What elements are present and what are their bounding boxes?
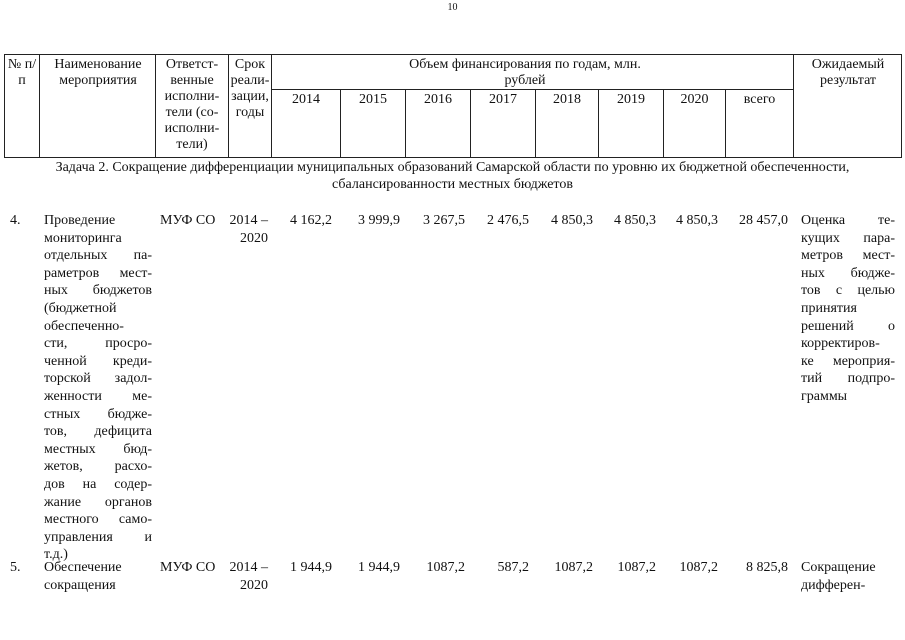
row-name: Обеспечение сокращения: [44, 560, 122, 593]
row-value: 1087,2: [426, 560, 465, 575]
header-no: № п/п: [7, 57, 37, 88]
row-result: Сокращение дифферен-: [801, 560, 876, 593]
row-number: 5.: [10, 560, 21, 575]
header-term: Срок реали-зации, годы: [230, 57, 270, 120]
row-responsible: МУФ СО: [160, 213, 216, 228]
row-value: 1087,2: [554, 560, 593, 575]
row-value: 2 476,5: [487, 213, 529, 228]
row-value: 1087,2: [617, 560, 656, 575]
row-value: 1 944,9: [358, 560, 400, 575]
page-number: 10: [447, 2, 458, 13]
row-value: 3 999,9: [358, 213, 400, 228]
row-value: 4 850,3: [614, 213, 656, 228]
row-value: 4 850,3: [551, 213, 593, 228]
year-header: 2017: [489, 92, 517, 107]
row-value: 1087,2: [679, 560, 718, 575]
row-value-total: 28 457,0: [739, 213, 788, 228]
year-header: 2019: [617, 92, 645, 107]
row-term: 2014 – 2020: [229, 560, 268, 593]
row-value: 3 267,5: [423, 213, 465, 228]
header-responsible: Ответст-венные исполни-тели (со-исполни-тели): [164, 57, 220, 152]
row-result: Оценка те- кущих пара- метров мест- ных бюдже- тов с целью принятия решений о корректиров- ке мероприя- тий подпро- граммы: [801, 213, 895, 404]
header-name: Наименование мероприятия: [54, 57, 142, 88]
row-value-total: 8 825,8: [746, 560, 788, 575]
row-name: Проведение мониторинга отдельных па- раметров мест- ных бюджетов (бюджетной обеспеченно- сти, просро- ченной креди- торской задол- женности ме- стных бюдже- тов, дефицита местных бюд- жетов, расхо- дов на содер- жание органов местного само- управления и т.д.): [44, 213, 152, 563]
header-result: Ожидаемый результат: [811, 57, 885, 88]
task-line-2: сбалансированности местных бюджетов: [332, 177, 573, 192]
row-value: 587,2: [497, 560, 529, 575]
row-value: 1 944,9: [290, 560, 332, 575]
year-header: 2016: [424, 92, 452, 107]
row-responsible: МУФ СО: [160, 560, 216, 575]
year-header: 2018: [553, 92, 581, 107]
task-line-1: Задача 2. Сокращение дифференциации муниципальных образований Самарской области по уровню их бюджетной обеспеченности,: [55, 160, 850, 175]
row-term: 2014 – 2020: [229, 213, 268, 246]
year-header: 2020: [680, 92, 709, 107]
row-number: 4.: [10, 213, 21, 228]
year-header: 2014: [292, 92, 320, 107]
row-value: 4 850,3: [676, 213, 718, 228]
row-value: 4 162,2: [290, 213, 332, 228]
task-heading: [0, 159, 905, 193]
year-header: 2015: [359, 92, 387, 107]
year-header: всего: [743, 92, 776, 107]
header-funding: Объем финансирования по годам, млн. рублей: [409, 57, 641, 88]
